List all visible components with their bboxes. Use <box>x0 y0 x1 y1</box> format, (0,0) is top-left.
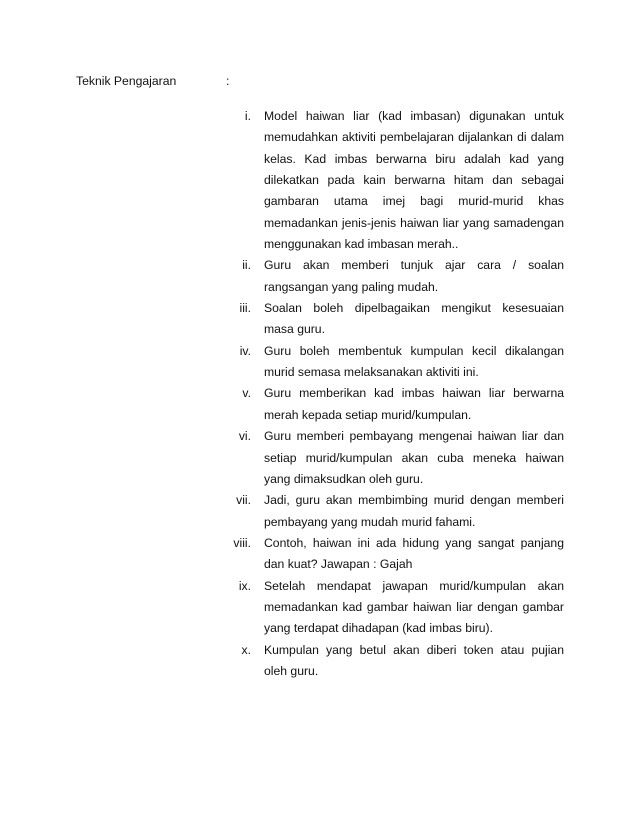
list-item-text: Jadi, guru akan membimbing murid dengan memberi pembayang yang mudah murid fahami. <box>264 493 564 529</box>
list-item-text: Kumpulan yang betul akan diberi token atau pujian oleh guru. <box>264 642 564 678</box>
list-item-text: Guru boleh membentuk kumpulan kecil dikalangan murid semasa melaksanakan aktiviti ini. <box>264 343 564 380</box>
list-item <box>200 298 564 341</box>
list-item <box>200 533 564 576</box>
list-item-number: v. <box>242 386 251 401</box>
list-item-text: Contoh, haiwan ini ada hidung yang sangat panjang dan kuat? Jawapan : Gajah <box>264 535 564 572</box>
list-item <box>200 640 564 683</box>
list-item-text: Guru memberikan kad imbas haiwan liar berwarna merah kepada setiap murid/kumpulan. <box>264 386 564 422</box>
list-item <box>200 490 564 533</box>
list-item-text: Setelah mendapat jawapan murid/kumpulan akan memadankan kad gambar haiwan liar dengan gambar yang terdapat dihadapan (kad imbas biru). <box>264 578 564 636</box>
list-item <box>200 576 564 640</box>
field-colon: : <box>226 74 230 88</box>
list-item-number: iii. <box>239 301 251 316</box>
list-item-number: viii. <box>233 535 251 550</box>
list-item-number: ii. <box>242 258 251 273</box>
list-item-text: Soalan boleh dipelbagaikan mengikut kesesuaian masa guru. <box>264 301 564 337</box>
list-item-text: Guru akan memberi tunjuk ajar cara / soalan rangsangan yang paling mudah. <box>264 258 564 294</box>
list-item <box>200 341 564 384</box>
list-item-number: i. <box>244 109 251 123</box>
list-item <box>200 255 564 298</box>
list-item-number: iv. <box>239 343 251 358</box>
list-item <box>200 426 564 490</box>
teaching-steps-list <box>200 106 564 682</box>
list-item-number: vii. <box>236 493 251 508</box>
list-item <box>200 106 564 255</box>
list-item-text: Guru memberi pembayang mengenai haiwan liar dan setiap murid/kumpulan akan cuba meneka haiwan yang dimaksudkan oleh guru. <box>264 429 564 486</box>
list-item <box>200 383 564 426</box>
list-item-text: Model haiwan liar (kad imbasan) digunakan untuk memudahkan aktiviti pembelajaran dijalankan di dalam kelas. Kad imbas berwarna biru adalah kad yang dilekatkan pada kain berwarna hitam dan sebagai gambaran utama imej bagi murid-murid khas memadankan jenis-jenis haiwan liar yang samadengan menggunakan kad imbasan merah.. <box>264 109 564 252</box>
field-label-teknik-pengajaran: Teknik Pengajaran <box>76 74 177 88</box>
list-item-number: ix. <box>238 578 251 593</box>
list-item-number: vi. <box>238 429 251 444</box>
list-item-number: x. <box>241 642 251 657</box>
